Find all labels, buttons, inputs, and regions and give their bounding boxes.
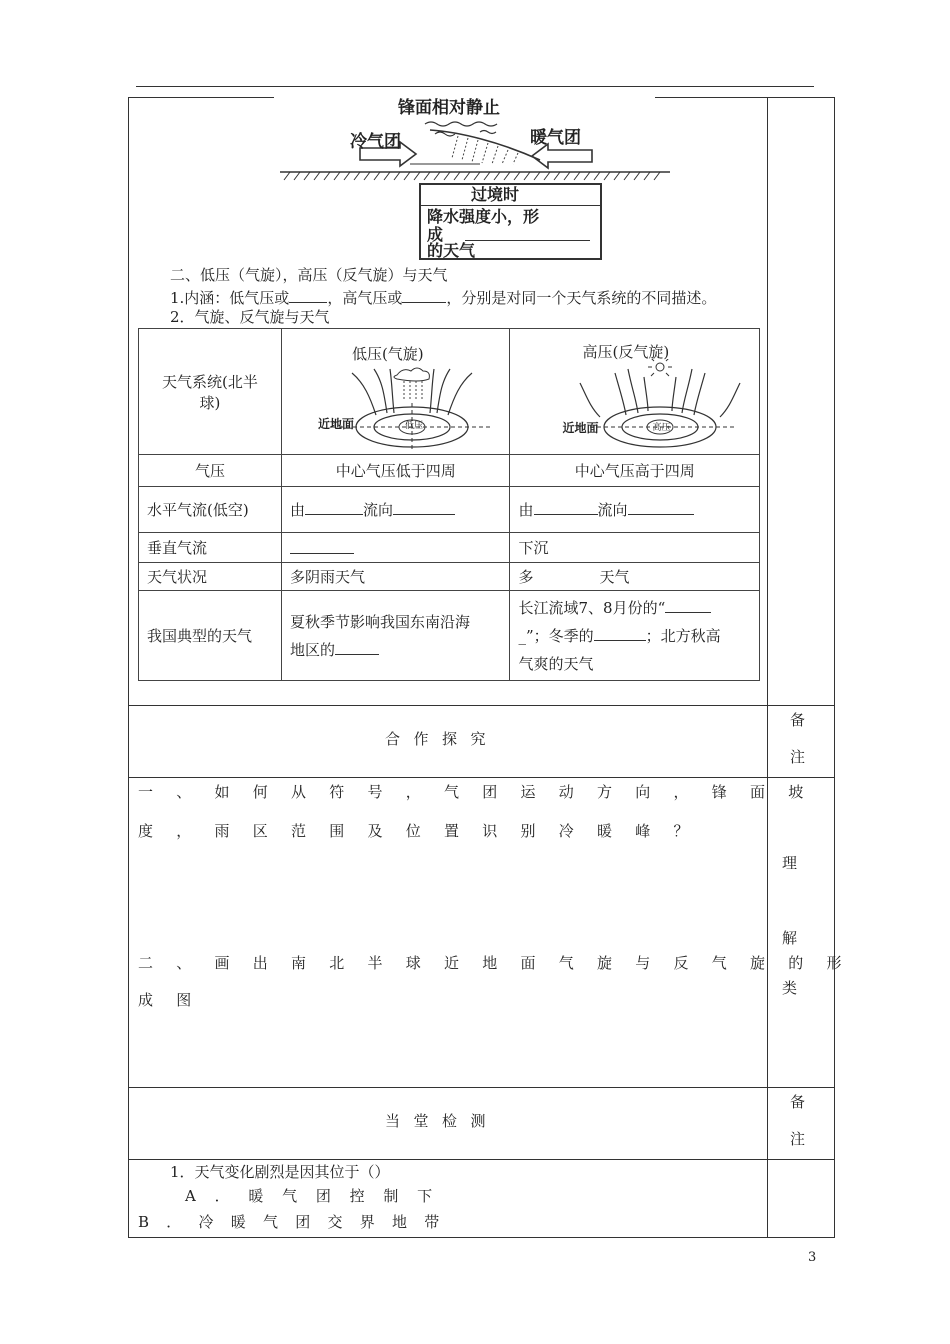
outer-right-border bbox=[834, 97, 835, 1238]
section-border-3 bbox=[128, 1087, 835, 1088]
section-two-item-1 bbox=[170, 287, 716, 307]
coop-question-2-line-1: 二、画出南北半球近地面气旋与反气旋的形 bbox=[138, 954, 865, 972]
low-value bbox=[281, 533, 510, 563]
section-border-4 bbox=[128, 1159, 835, 1160]
low-value: 由 流向 bbox=[281, 487, 510, 533]
type-label-1: 理 bbox=[782, 854, 798, 872]
section-border-1 bbox=[128, 705, 835, 706]
blank-2 bbox=[402, 287, 446, 303]
low-pressure-diagram bbox=[312, 363, 502, 453]
coop-note-1: 备 bbox=[790, 711, 806, 729]
check-question-1: 1．天气变化剧烈是因其位于（） bbox=[170, 1163, 390, 1181]
section-border-2 bbox=[128, 777, 835, 778]
blank-1 bbox=[289, 287, 327, 303]
blank bbox=[335, 639, 379, 655]
coop-question-1-line-2: 度，雨区范围及位置识别冷暖峰？ bbox=[138, 822, 712, 840]
coop-title: 合作探究 bbox=[385, 730, 500, 748]
blank bbox=[305, 499, 363, 515]
type-label-3: 类 bbox=[782, 979, 798, 997]
low-value: 夏秋季节影响我国东南沿海 地区的 bbox=[281, 591, 510, 681]
high-value: 由 流向 bbox=[510, 487, 760, 533]
high-value: 中心气压高于四周 bbox=[510, 455, 760, 487]
header-rule bbox=[136, 86, 814, 87]
low-value: 多阴雨天气 bbox=[281, 563, 510, 591]
table-row bbox=[139, 329, 760, 455]
cyclone-table bbox=[138, 328, 760, 681]
table-row bbox=[139, 455, 760, 487]
top-border-right bbox=[655, 97, 834, 98]
row-label: 天气状况 bbox=[139, 563, 282, 591]
table-row bbox=[139, 487, 760, 533]
item1-part-c: ，分别是对同一个天气系统的不同描述。 bbox=[446, 289, 717, 307]
high-value: 下沉 bbox=[510, 533, 760, 563]
high-surface-label: 近地面 bbox=[562, 421, 599, 435]
coop-question-2-line-2: 成图 bbox=[138, 991, 215, 1009]
notes-column-border bbox=[767, 97, 768, 1238]
top-border-left bbox=[128, 97, 274, 98]
section-two-heading: 二、低压（气旋），高压（反气旋）与天气 bbox=[170, 266, 448, 284]
blank bbox=[290, 538, 354, 554]
blank bbox=[594, 625, 646, 641]
warm-air-mass-label: 暖气团 bbox=[530, 128, 581, 148]
check-note-1: 备 bbox=[790, 1093, 806, 1111]
check-note-2: 注 bbox=[790, 1130, 806, 1148]
row-label: 水平气流(低空) bbox=[139, 487, 282, 533]
table-row bbox=[139, 533, 760, 563]
coop-question-1-line-1: 一、如何从符号，气团运动方向，锋面坡 bbox=[138, 783, 827, 801]
low-value: 中心气压低于四周 bbox=[281, 455, 510, 487]
header-label: 天气系统(北半球) bbox=[162, 372, 258, 412]
front-diagram-title: 锋面相对静止 bbox=[398, 98, 500, 118]
box-header: 过境时 bbox=[471, 185, 520, 204]
page-number: 3 bbox=[808, 1250, 817, 1265]
blank bbox=[393, 499, 455, 515]
high-value: 多 天气 bbox=[510, 563, 760, 591]
low-center-label: 低压 bbox=[404, 421, 423, 431]
high-center-label: 高压 bbox=[652, 423, 671, 433]
item1-part-a: 1.内涵：低气压或 bbox=[170, 289, 290, 307]
low-surface-label: 近地面 bbox=[317, 417, 354, 431]
blank bbox=[628, 499, 694, 515]
high-pressure-cell bbox=[510, 329, 760, 455]
cold-air-mass-label: 冷气团 bbox=[350, 132, 401, 152]
section-two-item-2: 2．气旋、反气旋与天气 bbox=[170, 308, 330, 326]
high-title: 高压(反气旋) bbox=[582, 343, 670, 361]
blank bbox=[665, 597, 711, 613]
check-option-b: B．冷暖气团交界地带 bbox=[138, 1213, 457, 1231]
ground-hatch bbox=[280, 170, 670, 182]
table-row bbox=[139, 591, 760, 681]
row-label: 我国典型的天气 bbox=[139, 591, 282, 681]
type-label-2: 解 bbox=[782, 929, 798, 947]
box-line-3: 的天气 bbox=[427, 241, 476, 260]
high-pressure-diagram bbox=[560, 359, 750, 454]
blank bbox=[534, 499, 598, 515]
header-label-cell bbox=[139, 329, 282, 455]
bottom-border bbox=[128, 1237, 835, 1238]
box-line-2: 成 bbox=[427, 225, 444, 244]
outer-left-border bbox=[128, 97, 129, 1238]
box-line-1: 降水强度小，形 bbox=[427, 207, 540, 226]
low-pressure-cell bbox=[281, 329, 510, 455]
front-passing-box bbox=[419, 183, 602, 260]
row-label: 垂直气流 bbox=[139, 533, 282, 563]
check-title: 当堂检测 bbox=[385, 1112, 500, 1130]
item1-part-b: ，高气压或 bbox=[327, 289, 403, 307]
high-value: 长江流域7、8月份的“ _”；冬季的 ；北方秋高 气爽的天气 bbox=[510, 591, 760, 681]
coop-note-2: 注 bbox=[790, 748, 806, 766]
table-row bbox=[139, 563, 760, 591]
row-label: 气压 bbox=[139, 455, 282, 487]
low-title: 低压(气旋) bbox=[351, 345, 424, 363]
check-option-a: A．暖气团控制下 bbox=[185, 1187, 451, 1205]
